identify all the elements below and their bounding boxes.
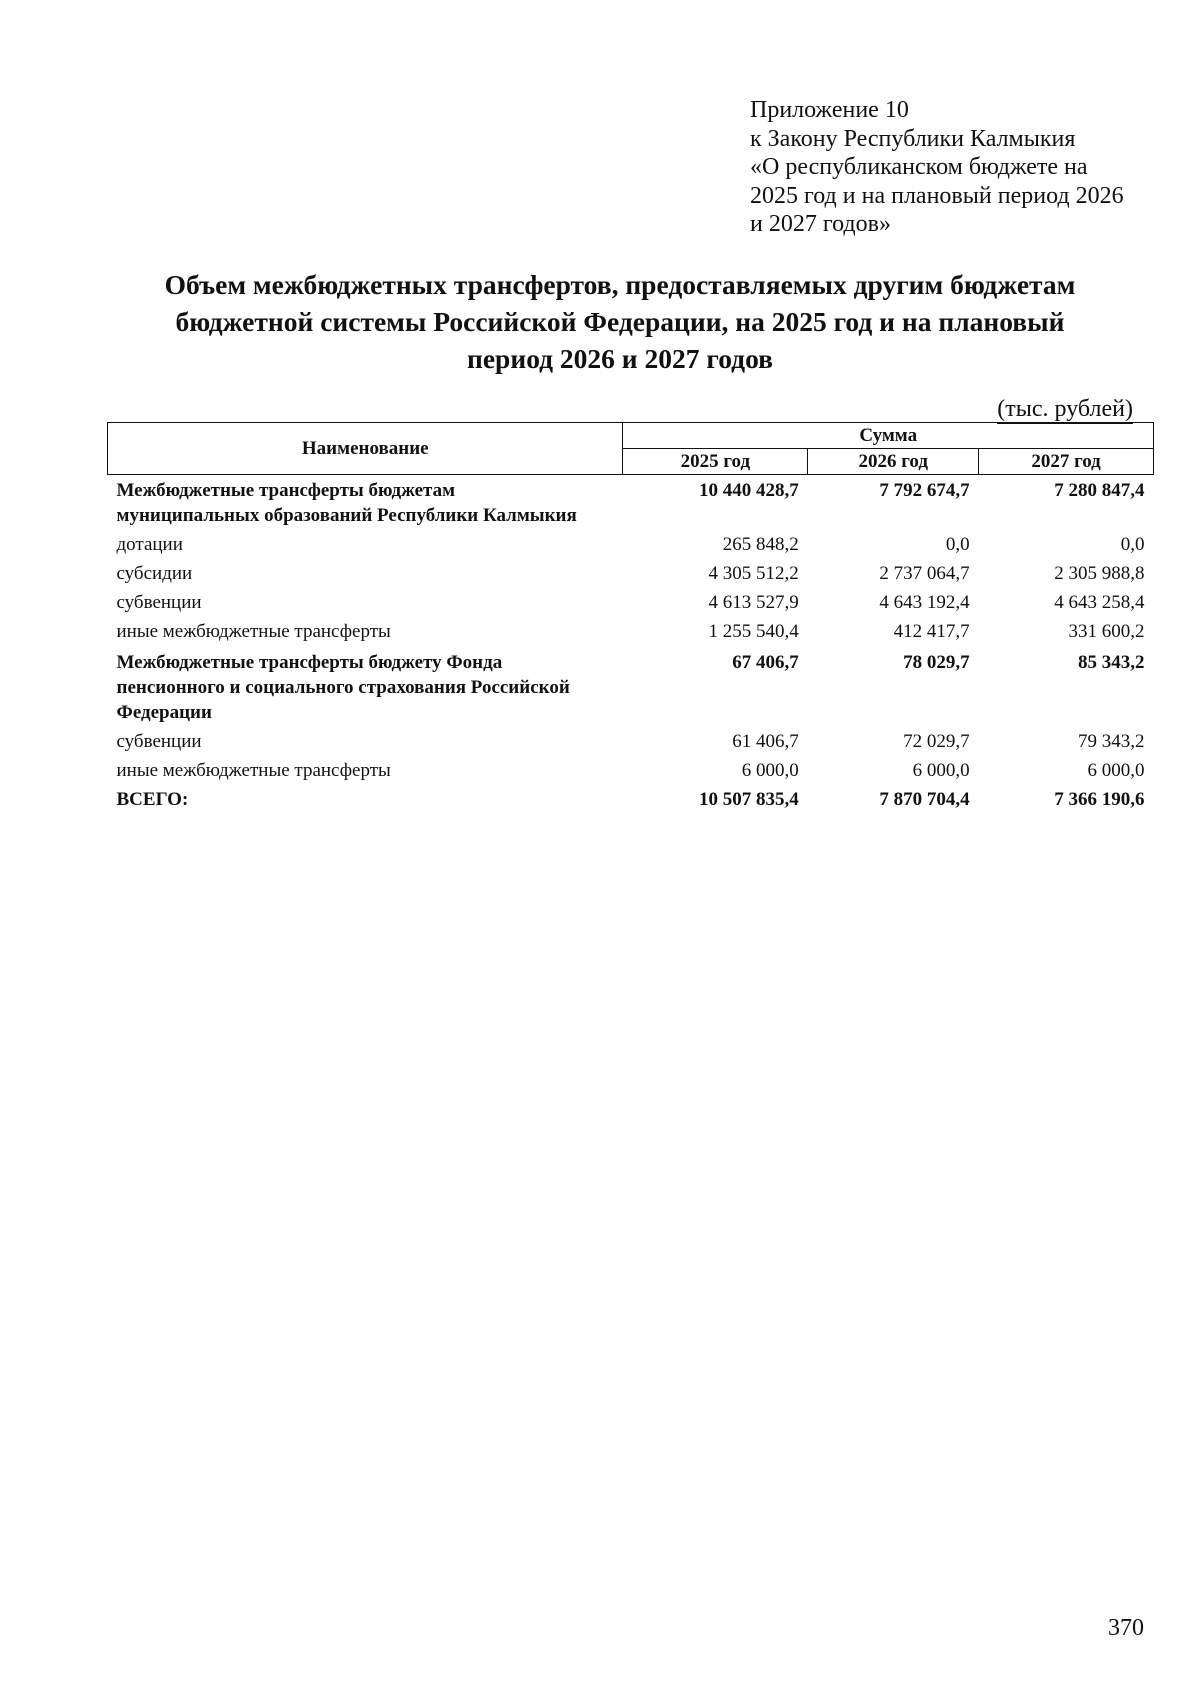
row-name-line: пенсионного и социального страхования Российской (116, 677, 570, 698)
value-2027: 331 600,2 (1068, 621, 1145, 642)
row-name-line: муниципальных образований Республики Калмыкия (116, 505, 577, 526)
value-2027: 0,0 (1120, 534, 1145, 555)
table-row (108, 615, 1154, 644)
units-label: (тыс. рублей) (997, 396, 1133, 422)
header-year-2025: 2025 год (623, 449, 808, 475)
value-2025: 10 507 835,4 (699, 789, 799, 810)
annex-line: 2025 год и на плановый период 2026 (750, 182, 1124, 209)
annex-line: «О республиканском бюджете на (750, 154, 1088, 180)
value-2027: 79 343,2 (1078, 731, 1145, 752)
value-2025: 61 406,7 (732, 731, 799, 752)
value-2025: 6 000,0 (741, 760, 799, 781)
header-year-2027: 2027 год (979, 449, 1154, 475)
value-2027: 85 343,2 (1078, 652, 1145, 673)
table-row (108, 557, 1154, 586)
row-name: субсидии (116, 563, 193, 584)
table-row (108, 528, 1154, 557)
table-row (108, 475, 1154, 529)
value-2026: 0,0 (945, 534, 970, 555)
title-line: бюджетной системы Российской Федерации, на 2025 год и на плановый (175, 306, 1065, 337)
row-name: субвенции (116, 731, 202, 752)
value-2025: 4 305 512,2 (708, 563, 799, 584)
value-2025: 10 440 428,7 (699, 480, 799, 501)
table-row (108, 725, 1154, 754)
row-name-line: Федерации (116, 702, 212, 723)
transfers-table (107, 422, 1154, 812)
value-2026: 7 870 704,4 (879, 789, 970, 810)
header-sum: Сумма (623, 423, 1154, 449)
row-name (108, 644, 623, 725)
annex-line: к Закону Республики Калмыкия (750, 125, 1076, 152)
table-row-total (108, 783, 1154, 812)
header-year-2026: 2026 год (808, 449, 979, 475)
value-2025: 4 613 527,9 (708, 592, 799, 613)
annex-line: Приложение 10 (750, 97, 909, 123)
row-name (108, 475, 623, 529)
row-name-line: Межбюджетные трансферты бюджетам (116, 480, 456, 501)
value-2027: 4 643 258,4 (1054, 592, 1145, 613)
row-name: иные межбюджетные трансферты (116, 621, 391, 642)
row-name-line: Межбюджетные трансферты бюджету Фонда (116, 652, 503, 673)
value-2026: 4 643 192,4 (879, 592, 970, 613)
value-2026: 7 792 674,7 (879, 480, 970, 501)
title-line: Объем межбюджетных трансфертов, предоставляемых другим бюджетам (164, 269, 1076, 300)
row-name: субвенции (116, 592, 202, 613)
annex-reference (750, 96, 1170, 239)
value-2026: 2 737 064,7 (879, 563, 970, 584)
table-row (108, 754, 1154, 783)
value-2027: 7 280 847,4 (1054, 480, 1145, 501)
value-2025: 265 848,2 (722, 534, 799, 555)
header-name: Наименование (108, 423, 623, 475)
table-row (108, 586, 1154, 615)
document-title (140, 266, 1100, 377)
value-2026: 6 000,0 (912, 760, 970, 781)
title-line: период 2026 и 2027 годов (467, 343, 773, 374)
value-2027: 6 000,0 (1087, 760, 1145, 781)
value-2025: 67 406,7 (732, 652, 799, 673)
page-number: 370 (1108, 1615, 1144, 1641)
row-name: иные межбюджетные трансферты (116, 760, 391, 781)
value-2027: 2 305 988,8 (1054, 563, 1145, 584)
row-name: ВСЕГО: (116, 789, 189, 810)
value-2026: 412 417,7 (893, 621, 970, 642)
row-name: дотации (116, 534, 183, 555)
table-row (108, 644, 1154, 725)
value-2025: 1 255 540,4 (708, 621, 799, 642)
annex-line: и 2027 годов» (750, 211, 891, 237)
value-2026: 72 029,7 (903, 731, 970, 752)
value-2027: 7 366 190,6 (1054, 789, 1145, 810)
value-2026: 78 029,7 (903, 652, 970, 673)
